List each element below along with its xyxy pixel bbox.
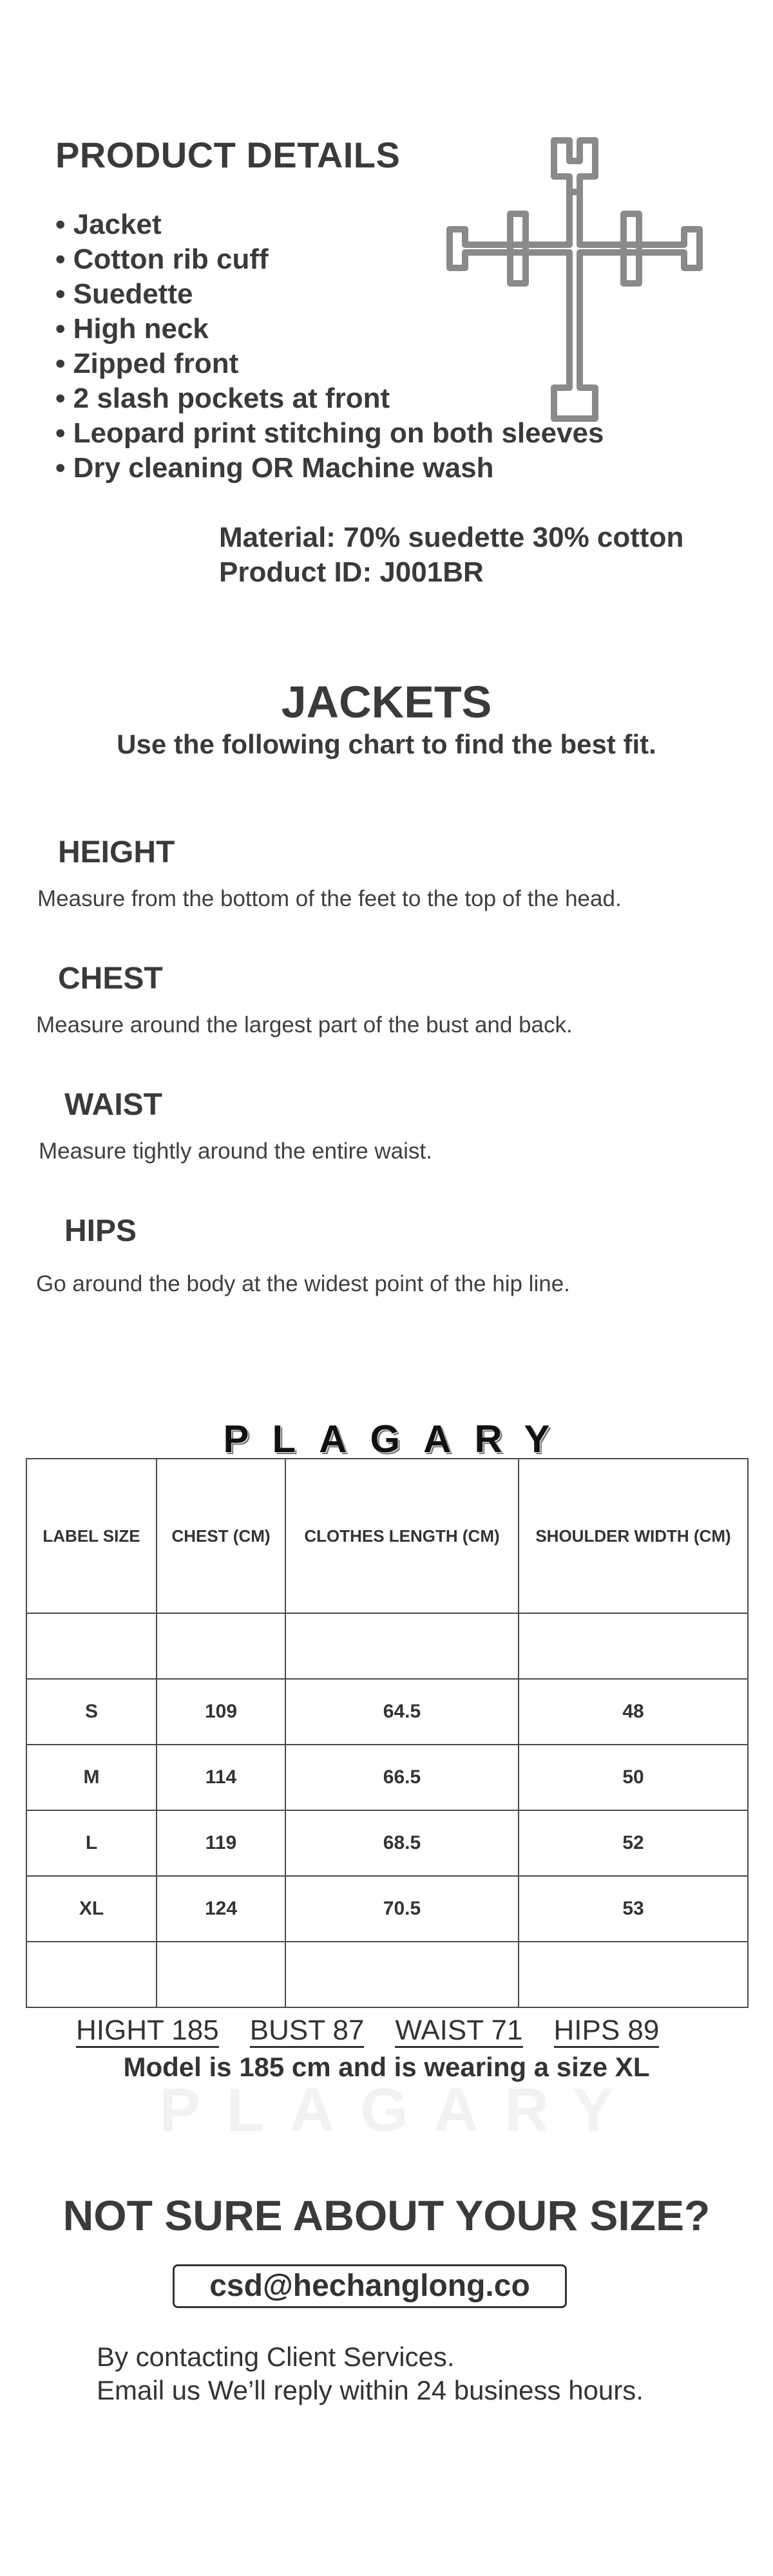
model-bust: BUST 87 [250, 2016, 365, 2048]
model-hips: HIPS 89 [554, 2016, 660, 2048]
product-meta [219, 520, 683, 590]
table-cell [157, 1942, 285, 2007]
table-cell [519, 1942, 748, 2007]
table-cell [285, 1613, 519, 1679]
height-heading: HEIGHT [58, 835, 175, 869]
model-hight: HIGHT 185 [76, 2016, 219, 2048]
model-size-note: Model is 185 cm and is wearing a size XL [123, 2052, 650, 2082]
table-cell: 52 [519, 1810, 748, 1876]
table-row [26, 1745, 748, 1810]
support-email-link[interactable]: csd@hechanglong.co [173, 2264, 567, 2308]
feature-item: • Leopard print stitching on both sleeves [55, 417, 604, 449]
feature-item: • Zipped front [55, 348, 239, 379]
product-id-text: Product ID: J001BR [219, 556, 484, 588]
table-cell: L [26, 1810, 157, 1876]
brand-logo: PLAGARY [223, 1417, 573, 1461]
waist-heading: WAIST [64, 1088, 162, 1122]
feature-item: • Jacket [55, 209, 162, 240]
table-row [26, 1679, 748, 1745]
table-cell [26, 1613, 157, 1679]
table-cell: M [26, 1745, 157, 1810]
table-cell [157, 1613, 285, 1679]
chest-description: Measure around the largest part of the bust and back. [36, 1012, 573, 1037]
header-label-size: LABEL SIZE [26, 1459, 157, 1613]
feature-item: • High neck [55, 313, 209, 345]
cross-outline-icon [433, 135, 716, 425]
header-chest: CHEST (CM) [157, 1459, 285, 1613]
size-chart-table [26, 1458, 749, 2008]
table-cell: 66.5 [285, 1745, 519, 1810]
model-waist: WAIST 71 [395, 2016, 522, 2048]
header-clothes-length: CLOTHES LENGTH (CM) [285, 1459, 519, 1613]
table-cell: 48 [519, 1679, 748, 1745]
table-cell: 124 [157, 1876, 285, 1942]
table-cell: XL [26, 1876, 157, 1942]
header-shoulder-width: SHOULDER WIDTH (CM) [519, 1459, 748, 1613]
table-cell: 119 [157, 1810, 285, 1876]
table-cell: 114 [157, 1745, 285, 1810]
table-header-row [26, 1459, 748, 1613]
brand-watermark: PLAGARY [159, 2076, 640, 2145]
table-cell: 109 [157, 1679, 285, 1745]
section-title: JACKETS [281, 677, 492, 727]
feature-item: • Cotton rib cuff [55, 243, 269, 275]
height-description: Measure from the bottom of the feet to the top of the head. [37, 886, 622, 911]
table-cell: 64.5 [285, 1679, 519, 1745]
contact-info [97, 2340, 644, 2407]
table-cell [519, 1613, 748, 1679]
feature-item: • 2 slash pockets at front [55, 383, 390, 414]
table-cell [285, 1942, 519, 2007]
table-cell: 53 [519, 1876, 748, 1942]
section-subtitle: Use the following chart to find the best fit. [117, 729, 656, 759]
size-help-title: NOT SURE ABOUT YOUR SIZE? [62, 2192, 711, 2239]
table-cell [26, 1942, 157, 2007]
model-measurements [76, 2014, 659, 2048]
chest-heading: CHEST [58, 961, 163, 996]
table-row [26, 1942, 748, 2007]
table-cell: 70.5 [285, 1876, 519, 1942]
waist-description: Measure tightly around the entire waist. [39, 1139, 432, 1164]
table-row [26, 1876, 748, 1942]
table-cell: S [26, 1679, 157, 1745]
hips-heading: HIPS [64, 1214, 137, 1248]
product-details-title: PRODUCT DETAILS [55, 135, 401, 175]
contact-line: Email us We’ll reply within 24 business hours. [97, 2375, 644, 2405]
feature-item: • Suedette [55, 278, 193, 310]
material-text: Material: 70% suedette 30% cotton [219, 522, 684, 553]
contact-line: By contacting Client Services. [97, 2342, 455, 2372]
hips-description: Go around the body at the widest point of the hip line. [36, 1271, 570, 1296]
table-cell: 68.5 [285, 1810, 519, 1876]
table-row [26, 1810, 748, 1876]
table-cell: 50 [519, 1745, 748, 1810]
feature-item: • Dry cleaning OR Machine wash [55, 452, 494, 484]
table-row [26, 1613, 748, 1679]
